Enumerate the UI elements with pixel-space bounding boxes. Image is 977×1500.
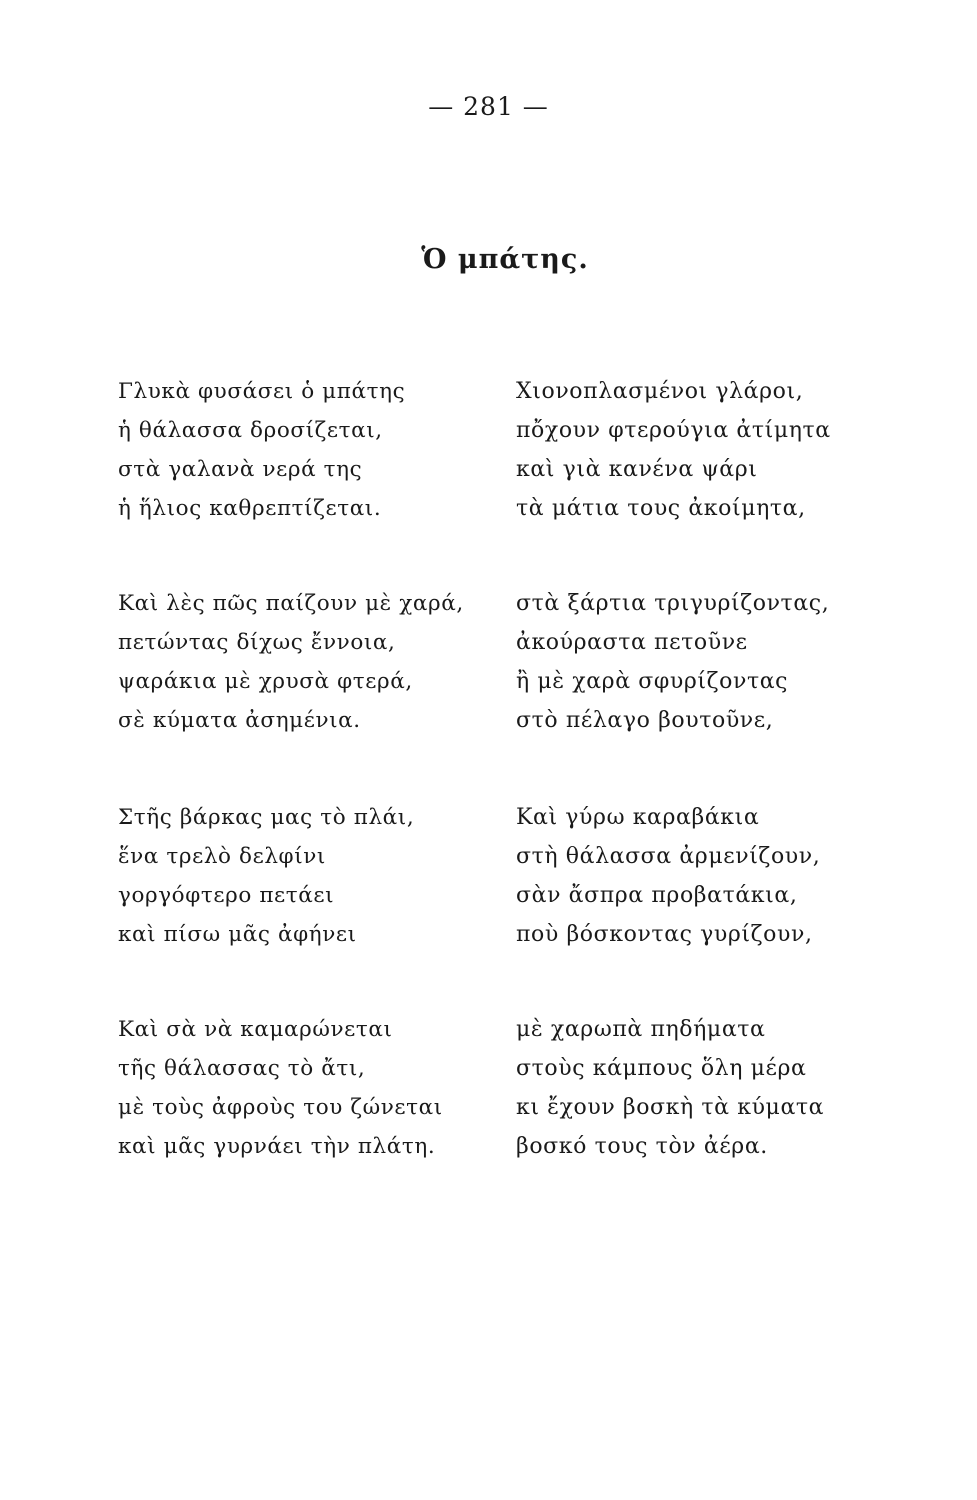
verse-line: ἀκούραστα πετοῦνε: [516, 630, 748, 655]
verse-line: Καὶ λὲς πῶς παίζουν μὲ χαρά,: [118, 591, 464, 616]
verse-line: ἕνα τρελὸ δελφίνι: [118, 844, 326, 869]
verse-line: πὄχουν φτερούγια ἀτίμητα: [516, 418, 831, 443]
stanza-left-1: [118, 372, 498, 528]
stanza-right-4: [516, 1010, 916, 1166]
verse-line: γοργόφτερο πετάει: [118, 883, 335, 908]
verse-line: ποὺ βόσκοντας γυρίζουν,: [516, 922, 813, 947]
verse-line: τῆς θάλασσας τὸ ἄτι,: [118, 1056, 366, 1081]
stanza-right-2: [516, 584, 916, 740]
verse-line: καὶ γιὰ κανένα ψάρι: [516, 457, 758, 482]
verse-line: Καὶ σὰ νὰ καμαρώνεται: [118, 1017, 393, 1042]
page-number: — 281 —: [428, 92, 549, 121]
verse-line: μὲ χαρωπὰ πηδήματα: [516, 1017, 766, 1042]
verse-line: μὲ τοὺς ἀφροὺς του ζώνεται: [118, 1095, 443, 1120]
verse-line: καὶ μᾶς γυρνάει τὴν πλάτη.: [118, 1134, 436, 1159]
verse-line: ἡ θάλασσα δροσίζεται,: [118, 418, 383, 443]
verse-line: ψαράκια μὲ χρυσὰ φτερά,: [118, 669, 413, 694]
verse-line: στὰ ξάρτια τριγυρίζοντας,: [516, 591, 830, 616]
stanza-left-2: [118, 584, 498, 740]
verse-line: Γλυκὰ φυσάσει ὁ μπάτης: [118, 379, 406, 404]
verse-line: ἢ μὲ χαρὰ σφυρίζοντας: [516, 669, 789, 694]
verse-line: στὰ γαλανὰ νερά της: [118, 457, 363, 482]
stanza-left-3: [118, 798, 498, 954]
verse-line: Καὶ γύρω καραβάκια: [516, 805, 760, 830]
verse-line: τὰ μάτια τους ἀκοίμητα,: [516, 496, 806, 521]
verse-line: κι ἔχουν βοσκὴ τὰ κύματα: [516, 1095, 825, 1120]
verse-line: βοσκό τους τὸν ἀέρα.: [516, 1134, 768, 1159]
stanza-right-1: [516, 372, 916, 528]
verse-line: Στῆς βάρκας μας τὸ πλάι,: [118, 805, 415, 830]
poem-title: Ὁ μπάτης.: [421, 244, 589, 275]
verse-line: Χιονοπλασμένοι γλάροι,: [516, 379, 804, 404]
verse-line: σὲ κύματα ἀσημένια.: [118, 708, 361, 733]
stanza-right-3: [516, 798, 916, 954]
stanza-left-4: [118, 1010, 498, 1166]
verse-line: σὰν ἄσπρα προβατάκια,: [516, 883, 798, 908]
verse-line: πετώντας δίχως ἔννοια,: [118, 630, 396, 655]
verse-line: καὶ πίσω μᾶς ἀφήνει: [118, 922, 357, 947]
verse-line: στοὺς κάμπους ὅλη μέρα: [516, 1056, 807, 1081]
verse-line: στὸ πέλαγο βουτοῦνε,: [516, 708, 774, 733]
verse-line: στὴ θάλασσα ἀρμενίζουν,: [516, 844, 821, 869]
verse-line: ἡ ἥλιος καθρεπτίζεται.: [118, 496, 382, 521]
